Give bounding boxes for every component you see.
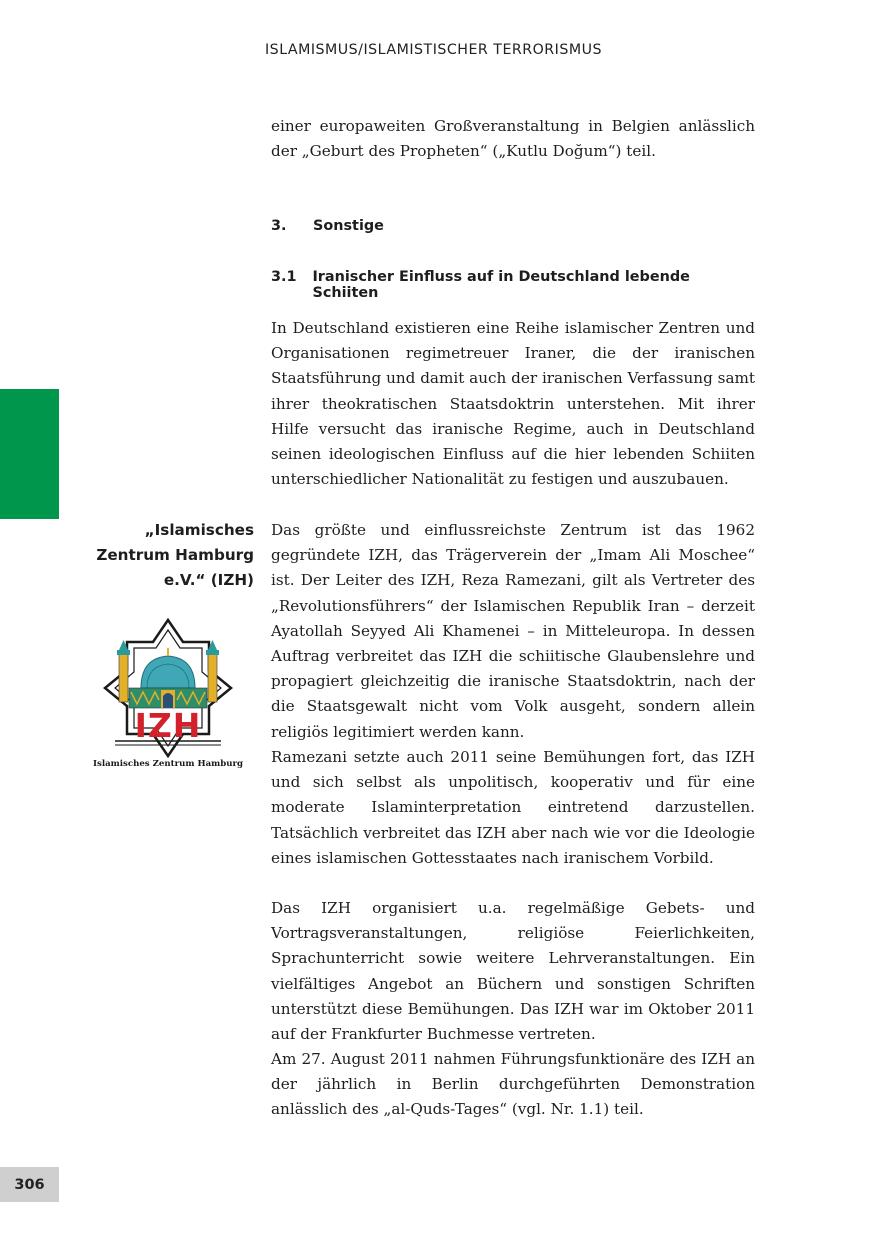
paragraph-text: Ramezani setzte auch 2011 seine Bemühungen fort, das IZH und sich selbst als unpolitisch, kooperativ und für eine moderate Islaminterpretation eintretend darzustellen. Tatsächlich verbreitet das IZH aber nach wie vor die Ideologie eines islamischen Gottesstaates nach iranischem Vorbild. — [271, 748, 755, 867]
margin-label — [60, 518, 254, 593]
paragraph-text: Am 27. August 2011 nahmen Führungsfunktionäre des IZH an der jährlich in Berlin durchgeführten Demonstration anlässlich des „al-Quds-Tages“ (vgl. Nr. 1.1) teil. — [271, 1050, 755, 1119]
subsection-number: 3.1 — [271, 269, 297, 285]
section-number: 3. — [271, 218, 287, 234]
subsection-heading — [271, 269, 755, 301]
margin-label-line: Zentrum Hamburg — [96, 546, 254, 564]
intro-paragraph: einer europaweiten Großveranstaltung in Belgien anlässlich der „Geburt des Propheten“ („Kutlu Doğum“) teil. — [271, 117, 755, 161]
izh-logo — [81, 610, 255, 770]
body-paragraph — [271, 1047, 755, 1123]
intro-text-block — [271, 114, 755, 164]
margin-label-line: „Islamisches — [144, 521, 254, 539]
margin-label-line: e.V.“ (IZH) — [163, 571, 254, 589]
body-paragraph — [271, 316, 755, 492]
paragraph-text: Das IZH organisiert u.a. regelmäßige Gebets- und Vortragsveranstaltungen, religiöse Feierlichkeiten, Sprachunterricht sowie weitere Lehrveranstaltungen. Ein vielfältiges Angebot an Büchern und sonstigen Schriften unterstützt diese Bemühungen. Das IZH war im Oktober 2011 auf der Frankfurter Buchmesse vertreten. — [271, 899, 755, 1044]
izh-logo-graphic — [81, 610, 255, 770]
paragraph-text: Das größte und einflussreichste Zentrum ist das 1962 gegründete IZH, das Trägerverein der „Imam Ali Moschee“ ist. Der Leiter des IZH, Reza Ramezani, gilt als Vertreter des „Revolutionsführers“ der Islamischen Republik Iran – derzeit Ayatollah Seyyed Ali Khamenei – in Mitteleuropa. In dessen Auftrag verbreitet das IZH die schiitische Glaubenslehre und propagiert gleichzeitig die iranische Staatsdoktrin, nach der die Staatsgewalt nicht vom Volk ausgeht, sondern allein religiös legitimiert werden kann. — [271, 521, 755, 741]
running-header: ISLAMISMUS/ISLAMISTISCHER TERRORISMUS — [265, 42, 602, 58]
body-paragraph — [271, 745, 755, 871]
chapter-tab — [0, 389, 59, 519]
paragraph-text: In Deutschland existieren eine Reihe islamischer Zentren und Organisationen regimetreuer Iraner, die der iranischen Staatsführung und damit auch der iranischen Verfassung samt ihrer theokratischen Staatsdoktrin unterstehen. Mit ihrer Hilfe versucht das iranische Regime, auch in Deutschland seinen ideologischen Einfluss auf die hier lebenden Schiiten unterschiedlicher Nationalität zu festigen und auszubauen. — [271, 319, 755, 489]
minaret-right-icon — [208, 654, 217, 702]
logo-caption: Islamisches Zentrum Hamburg — [92, 759, 244, 769]
section-heading — [271, 218, 755, 234]
subsection-title: Iranischer Einfluss auf in Deutschland lebende Schiiten — [312, 269, 690, 301]
izh-letters: IZH — [134, 706, 202, 745]
body-paragraph — [271, 518, 755, 745]
minaret-left-icon — [119, 654, 128, 702]
section-title: Sonstige — [313, 218, 384, 234]
page-number: 306 — [0, 1167, 59, 1202]
body-paragraph — [271, 896, 755, 1047]
